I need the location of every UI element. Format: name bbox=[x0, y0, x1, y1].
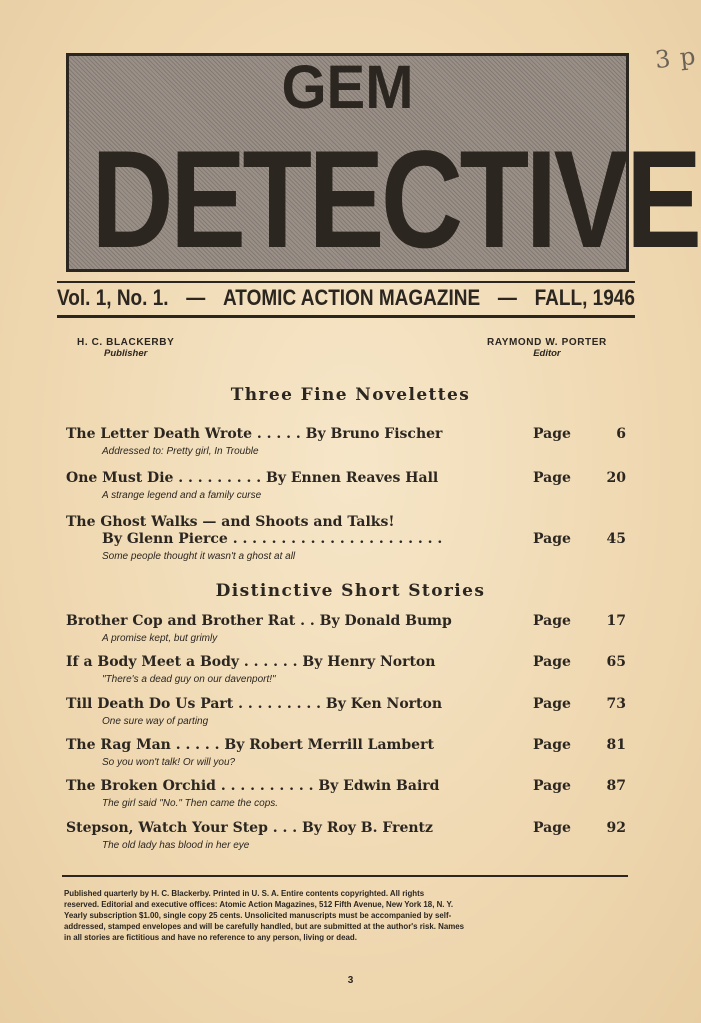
issue-dash: — bbox=[186, 286, 206, 311]
toc-subtitle: Addressed to: Pretty girl, In Trouble bbox=[102, 446, 259, 457]
toc-subtitle: The old lady has blood in her eye bbox=[102, 840, 250, 851]
toc-page-number: 20 bbox=[606, 470, 626, 486]
toc-entry[interactable] bbox=[66, 737, 626, 769]
toc-page-label: Page bbox=[533, 820, 571, 836]
toc-title: Till Death Do Us Part . . . . . . . . . By Ken Norton bbox=[66, 696, 443, 712]
notice-line: Yearly subscription $1.00, single copy 25 cents. Unsolicited manuscripts must be accompanied by self- bbox=[64, 911, 452, 920]
toc-entry[interactable] bbox=[66, 820, 626, 852]
toc-title: The Letter Death Wrote . . . . . By Bruno Fischer bbox=[66, 426, 443, 442]
toc-page-number: 6 bbox=[616, 426, 626, 442]
toc-page-label: Page bbox=[533, 470, 571, 486]
publisher-role: Publisher bbox=[104, 348, 148, 359]
toc-page-number: 87 bbox=[606, 778, 626, 794]
toc-entry[interactable] bbox=[66, 613, 626, 645]
toc-subtitle: So you won't talk! Or will you? bbox=[102, 757, 236, 768]
section-heading: Distinctive Short Stories bbox=[215, 581, 486, 601]
toc-page-label: Page bbox=[533, 531, 571, 547]
issue-magazine: ATOMIC ACTION MAGAZINE bbox=[223, 286, 481, 311]
toc-title: If a Body Meet a Body . . . . . . By Henry Norton bbox=[66, 654, 436, 670]
issue-dash: — bbox=[497, 286, 517, 311]
toc-page-number: 73 bbox=[606, 696, 626, 712]
masthead-detective: DETECTIVE bbox=[91, 122, 699, 278]
toc-title: The Broken Orchid . . . . . . . . . . By Edwin Baird bbox=[66, 778, 440, 794]
toc-page-label: Page bbox=[533, 654, 571, 670]
toc-title: Stepson, Watch Your Step . . . By Roy B. Frentz bbox=[66, 820, 433, 836]
toc-entry[interactable] bbox=[66, 696, 626, 728]
section-heading: Three Fine Novelettes bbox=[230, 385, 471, 405]
toc-page-label: Page bbox=[533, 778, 571, 794]
toc-page-number: 17 bbox=[606, 613, 626, 629]
toc-subtitle: One sure way of parting bbox=[102, 716, 209, 727]
rule-top bbox=[57, 281, 635, 283]
notice-line: reserved. Editorial and executive offices: Atomic Action Magazines, 512 Fifth Avenue, New York 18, N. Y. bbox=[64, 900, 454, 909]
issue-line bbox=[57, 286, 635, 311]
toc-title: The Ghost Walks — and Shoots and Talks! bbox=[66, 514, 395, 530]
toc-subtitle: A promise kept, but grimly bbox=[102, 633, 218, 644]
toc-title: The Rag Man . . . . . By Robert Merrill Lambert bbox=[66, 737, 434, 753]
toc-title: Brother Cop and Brother Rat . . By Donald Bump bbox=[66, 613, 452, 629]
toc-page-number: 65 bbox=[606, 654, 626, 670]
page-number: 3 bbox=[347, 975, 354, 986]
toc-page-label: Page bbox=[533, 426, 571, 442]
notice-line: in all stories are fictitious and have no reference to any person, living or dead. bbox=[64, 933, 357, 942]
pencil-page-annotation: 3 p bbox=[653, 41, 698, 75]
toc-page-number: 92 bbox=[606, 820, 626, 836]
toc-subtitle: The girl said "No." Then came the cops. bbox=[102, 798, 279, 809]
toc-subtitle: "There's a dead guy on our davenport!" bbox=[102, 674, 276, 685]
toc-page-number: 45 bbox=[606, 531, 626, 547]
rule-bottom bbox=[57, 315, 635, 318]
publisher-name: H. C. BLACKERBY bbox=[77, 337, 175, 348]
editor-credit bbox=[487, 337, 607, 359]
notice-line: addressed, stamped envelopes and will be carefully handled, but are submitted at the author's risk. Names bbox=[64, 922, 465, 931]
toc-entry[interactable] bbox=[66, 514, 626, 563]
editor-name: RAYMOND W. PORTER bbox=[487, 337, 607, 348]
masthead-gem: GEM bbox=[281, 53, 414, 122]
toc-title: One Must Die . . . . . . . . . By Ennen Reaves Hall bbox=[66, 470, 439, 486]
notice-line: Published quarterly by H. C. Blackerby. Printed in U. S. A. Entire contents copyrighted. All rights bbox=[64, 889, 425, 898]
publisher-credit bbox=[77, 337, 174, 359]
toc-entry[interactable] bbox=[66, 778, 626, 810]
footnote-rule bbox=[62, 875, 628, 877]
toc-entry[interactable] bbox=[66, 654, 626, 686]
editor-role: Editor bbox=[533, 348, 561, 359]
issue-volume: Vol. 1, No. 1. bbox=[57, 286, 169, 311]
toc-page-label: Page bbox=[533, 613, 571, 629]
toc-subtitle: Some people thought it wasn't a ghost at all bbox=[102, 551, 296, 562]
toc-subtitle: A strange legend and a family curse bbox=[102, 490, 262, 501]
issue-date: FALL, 1946 bbox=[534, 286, 635, 311]
toc-page-label: Page bbox=[533, 696, 571, 712]
toc-entry[interactable] bbox=[66, 470, 626, 502]
toc-entry[interactable] bbox=[66, 426, 626, 458]
publication-notice bbox=[64, 888, 626, 943]
toc-page-number: 81 bbox=[606, 737, 626, 753]
toc-title-continued: By Glenn Pierce . . . . . . . . . . . . . . . . . . . . . . bbox=[102, 531, 443, 547]
toc-page-label: Page bbox=[533, 737, 571, 753]
